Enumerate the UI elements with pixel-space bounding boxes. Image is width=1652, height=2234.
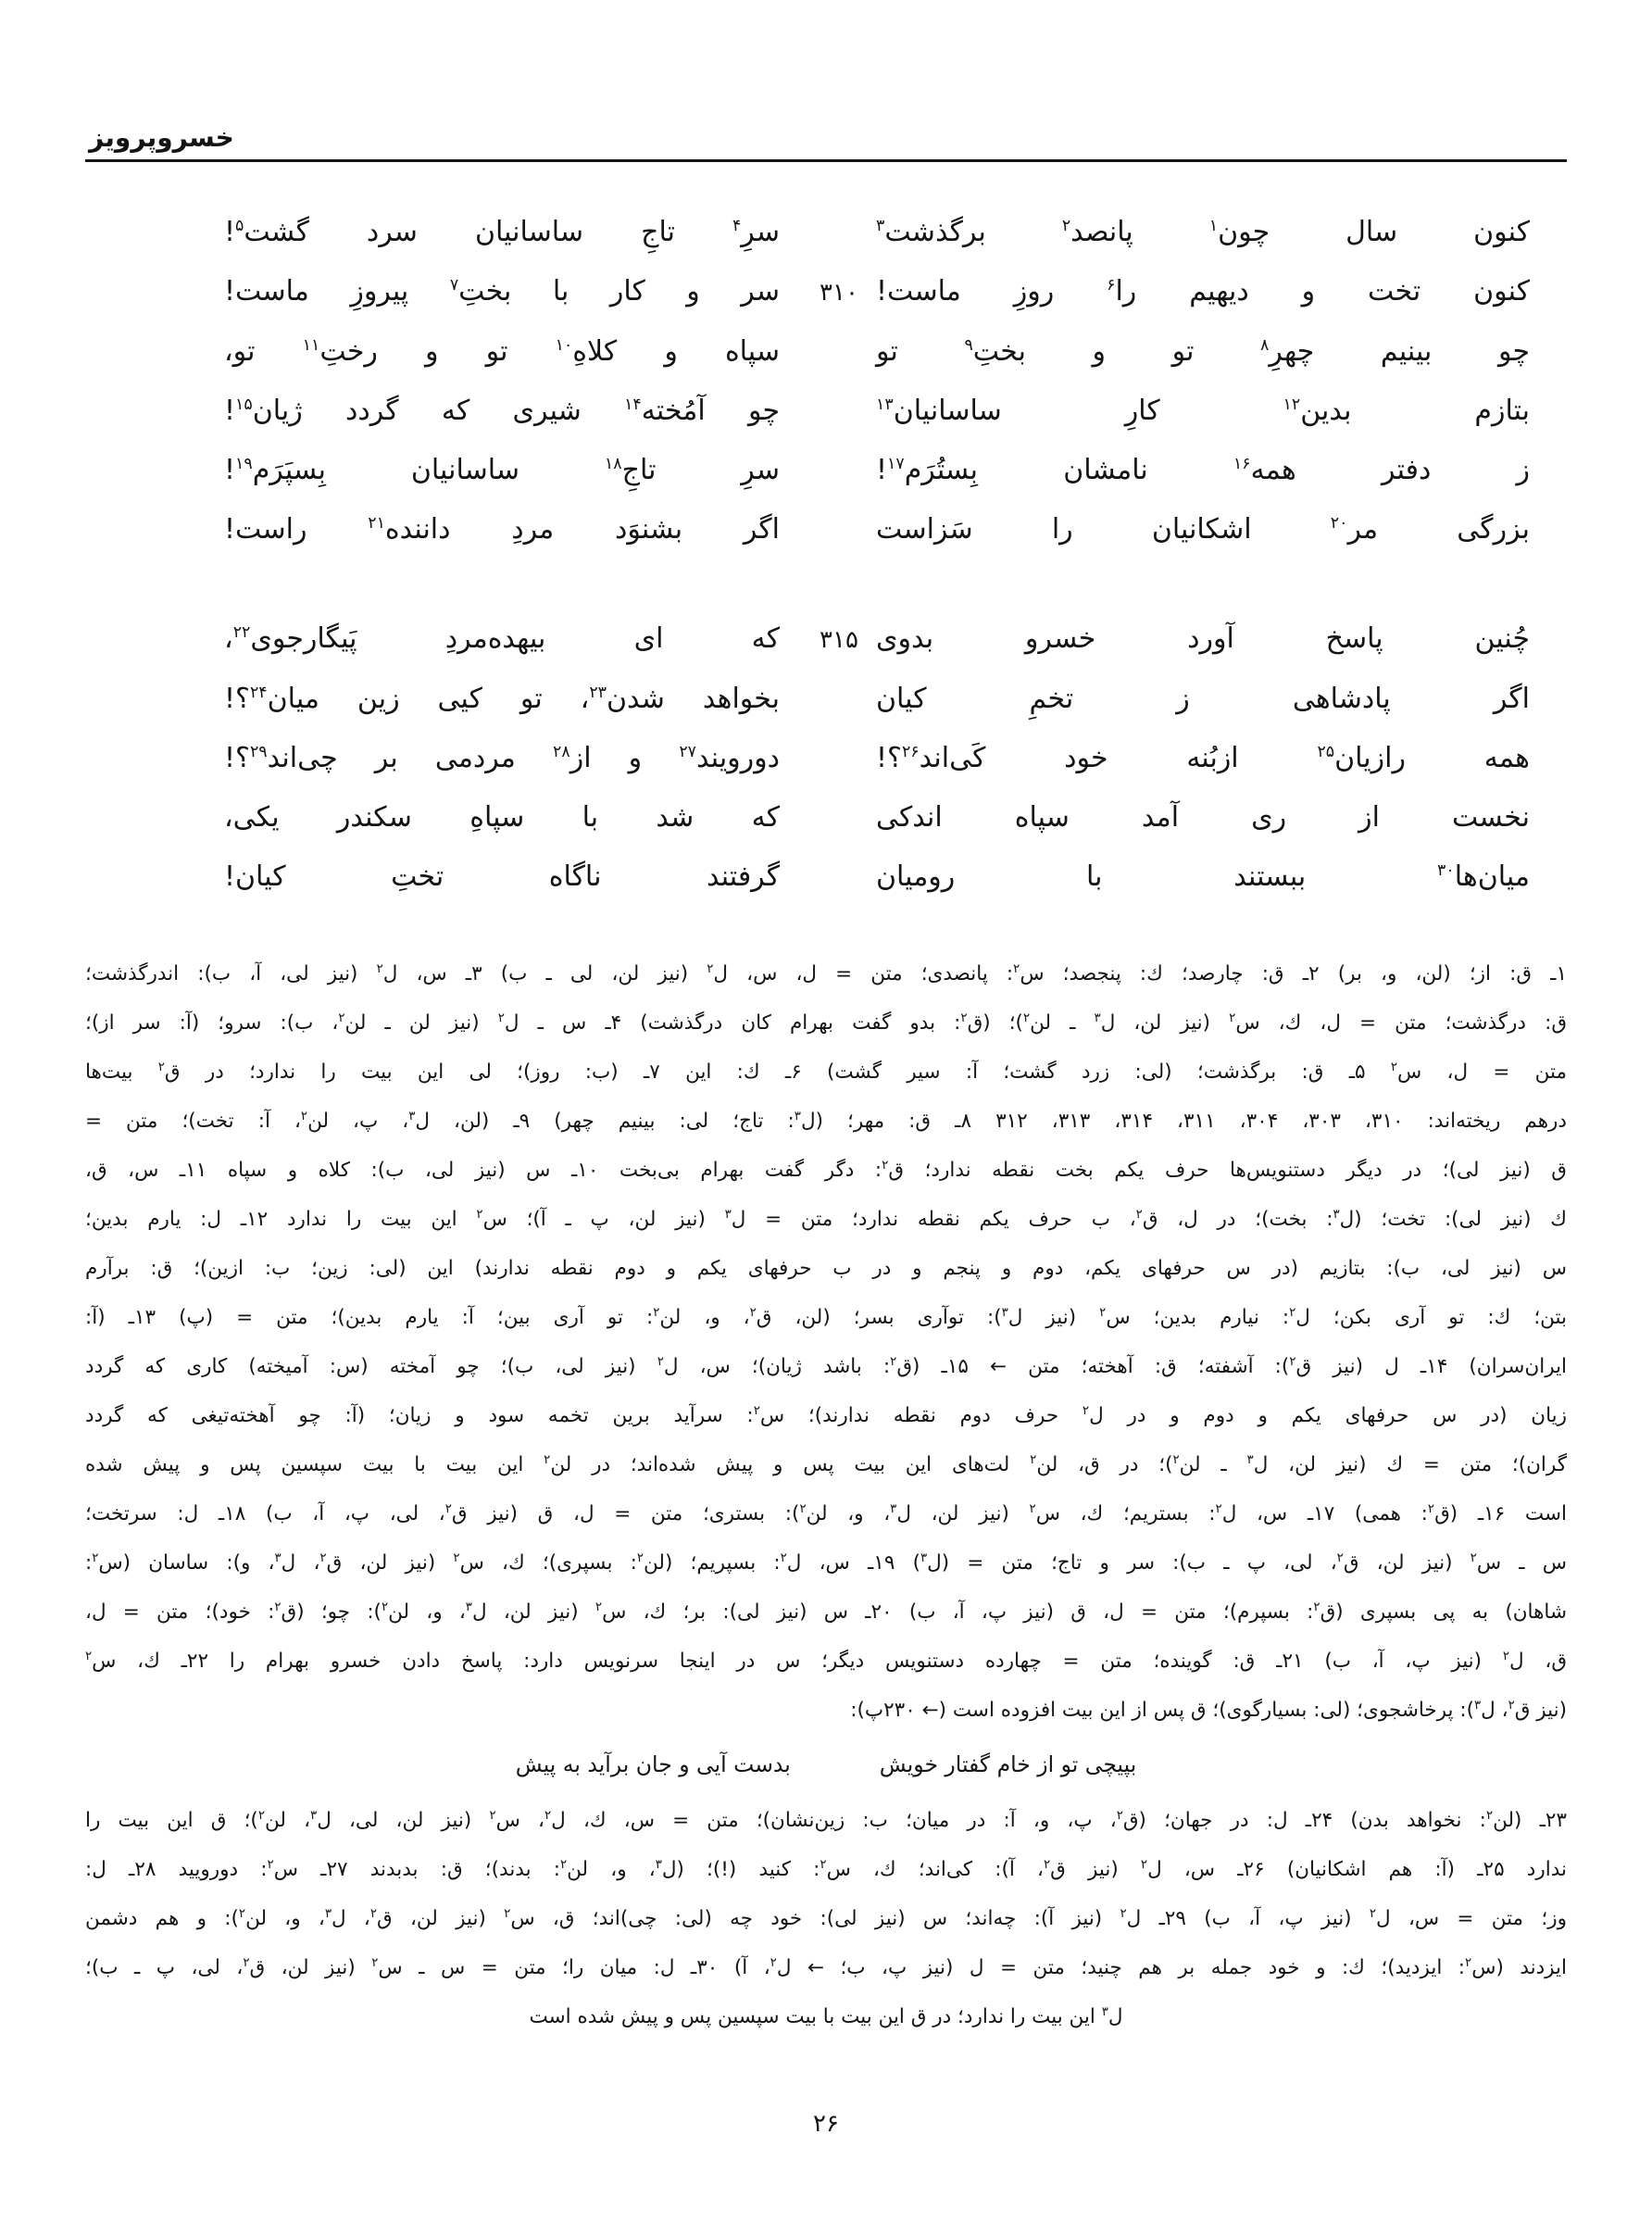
page-header [85, 0, 1567, 162]
first-hemistich: ميان‌ها$^{۳۰}$ ببستند با روميان [876, 860, 1530, 893]
first-hemistich: نخست از رى آمد سپاه اندكى [876, 801, 1530, 834]
apparatus-line: ۲۳ـ (لن$^۲$: نخواهد بدن) ۲۴ـ ل: در جهان؛ (ق$^۲$، پ، و، آ: در ميان؛ ب: زين‌نشان)؛ متن = س، ك، ل$^۲$، س$^۲$ (نيز لن، لى، ل$^۳$، لن$^۲$)؛ ق اين بيت را [85, 1808, 1567, 1832]
apparatus-line: ك (نيز لى): تخت؛ (ل$^۳$: بخت)؛ در ل، ق$^۲$، ب حرف يكم نقطه ندارد؛ متن = ل$^۳$ (نيز لن، پ ـ آ)؛ س$^۲$ اين بيت را ندارد ۱۲ـ ل: يارم بدين؛ [85, 1207, 1567, 1231]
second-hemistich: سرِ تاجِ$^{۱۸}$ ساسانيان بِسپَرَم$^{۱۹}$! [224, 454, 780, 486]
first-hemistich: بزرگى مر$^{۲۰}$ اشكانيان را سَزاست [876, 513, 1530, 546]
page-number: ۲۶ [813, 2110, 839, 2138]
apparatus-line: ل$^۳$ اين بيت را ندارد؛ در ق اين بيت با بيت سپسين پس و پيش شده است [529, 2004, 1123, 2028]
stanza-1 [85, 203, 1567, 559]
first-hemistich: كنون سال چون$^۱$ پانصد$^۲$ برگذشت$^۳$ [876, 216, 1530, 248]
couplet-row [85, 322, 1530, 382]
apparatus-line: ايران‌سران) ۱۴ـ ل (نيز ق$^۲$): آشفته؛ ق: آهخته؛ متن ← ۱۵ـ (ق$^۲$: باشد ژيان)؛ س، ل$^۲$ (نيز لى، ب)؛ چو آمخته (س: آميخته) كارى كه گردد [85, 1354, 1568, 1378]
second-hemistich: دورويند$^{۲۷}$ و از$^{۲۸}$ مردمى بر چى‌اند$^{۲۹}$؟! [224, 742, 780, 774]
apparatus-line: ندارد ۲۵ـ (آ: هم اشكانيان) ۲۶ـ س، ل$^۲$ (نيز ق$^۲$، آ): كى‌اند؛ ك، س$^۲$: كنيد (!)؛ (ل$^۳$، و، لن$^۲$: بدند)؛ ق: بدبدند ۲۷ـ س$^۲$: دوروييد ۲۸ـ ل: [85, 1857, 1568, 1881]
apparatus-line: (نيز ق$^۲$، ل$^۳$): پرخاشجوى؛ (لى: بسيارگوى)؛ ق پس از اين بيت افزوده است (← ۲۳۰پ): [850, 1698, 1567, 1722]
first-hemistich: ز دفتر همه$^{۱۶}$ نامشان بِستُرَم$^{۱۷}$! [876, 454, 1530, 486]
inserted-verse-row [85, 1740, 1567, 1788]
second-hemistich: سرِ$^۴$ تاجِ ساسانيان سرد گشت$^۵$! [224, 216, 780, 248]
first-hemistich: اگر پادشاهى ز تخمِ كيان [876, 683, 1530, 715]
critical-apparatus [85, 949, 1567, 2041]
apparatus-line: ق، ل$^۲$ (نيز پ، آ، ب) ۲۱ـ ق: گوينده؛ متن = چهارده دستنويس ديگر؛ س در اينجا سرنويس دارد: پاسخ دادن خسرو بهرام را ۲۲ـ ك، س$^۲$ [85, 1649, 1568, 1673]
couplet-row [85, 262, 1530, 322]
inserted-verse-second-hemistich: بدست آيى و جان برآيد به پيش [515, 1751, 791, 1777]
apparatus-line: زيان (در س حرفهاى يكم و دوم و در ل$^۲$ حرف دوم نقطه ندارند)؛ س$^۲$: سرآيد برين تخمه سود و زيان؛ (آ: چو آهخته‌تيغى كه گردد [85, 1403, 1568, 1427]
second-hemistich: اگر بشنوَد مردِ داننده$^{۲۱}$ راست! [224, 513, 781, 546]
second-hemistich: بخواهد شدن$^{۲۳}$، تو كيى زين ميان$^{۲۴}$؟! [224, 683, 780, 715]
first-hemistich: كنون تخت و ديهيم را$^۶$ روزِ ماست! [876, 275, 1531, 307]
second-hemistich: سپاه و كلاهِ$^{۱۰}$ تو و رختِ$^{۱۱}$ تو، [224, 335, 780, 368]
verse-number: ۳۱۰ [820, 279, 858, 307]
first-hemistich: چُنين پاسخ آورد خسرو بدوى [876, 622, 1530, 655]
couplet-row [85, 441, 1530, 500]
second-hemistich: گرفتند ناگاه تختِ كيان! [224, 860, 780, 893]
first-hemistich: چو بينيم چهرِ$^۸$ تو و بختِ$^۹$ تو [876, 335, 1530, 368]
apparatus-line: گران)؛ متن = ك (نيز لن، ل$^۳$ ـ لن$^۲$)؛ در ق، لن$^۲$ لت‌هاى اين بيت پس و پيش شده‌اند؛ در لن$^۲$ اين بيت با بيت سپسين پس و پيش شده [85, 1452, 1567, 1476]
first-hemistich: بتازم بدين$^{۱۲}$ كارِ ساسانيان$^{۱۳}$ [876, 395, 1530, 427]
couplet-row [85, 670, 1530, 729]
apparatus-line: ۱ـ ق: از؛ (لن، و، بر) ۲ـ ق: چارصد؛ ك: پنجصد؛ س$^۲$: پانصدى؛ متن = ل، س، ل$^۲$ (نيز لن، لى ـ ب) ۳ـ س، ل$^۲$ (نيز لى، آ، ب): اندرگذشت؛ [85, 961, 1568, 985]
couplet-row [85, 788, 1530, 847]
apparatus-line: ق (نيز لى)؛ در ديگر دستنويس‌ها حرف يكم بخت نقطه ندارد؛ ق$^۲$: دگر گفت بهرام بى‌بخت ۱۰ـ س (نيز لى، ب): كلاه و سپاه ۱۱ـ س، ق، [85, 1158, 1567, 1182]
apparatus-line: است ۱۶ـ (ق$^۲$: همى) ۱۷ـ س، ل$^۲$: بستريم؛ ك، س$^۲$ (نيز لن، ل$^۳$، و، لن$^۲$): بسترى؛ متن = ل، ق (نيز ق$^۲$، لى، پ، آ، ب) ۱۸ـ ل: سرتخت؛ [85, 1501, 1568, 1525]
first-hemistich: همه رازيان$^{۲۵}$ ازبُنه خود كَى‌اند$^{۲۶}$؟! [876, 742, 1530, 774]
couplet-row [85, 500, 1530, 559]
apparatus-line: متن = ل، س$^۲$ ۵ـ ق: برگذشت؛ (لى: زرد گشت؛ آ: سير گشت) ۶ـ ك: اين ۷ـ (ب: روز)؛ لى اين بيت را ندارد؛ در ق$^۲$ بيت‌ها [85, 1060, 1567, 1084]
apparatus-line: س (نيز لى، ب): بتازيم (در س حرفهاى يكم، دوم و پنجم و در ب حرفهاى يكم و دوم نقطه ندارند) اين (لى: زين؛ ب: ازين)؛ ق: برآرم [85, 1257, 1567, 1280]
couplet-row [85, 382, 1530, 441]
second-hemistich: كه اى بيهده‌مردِ پَيگارجوى$^{۲۲}$، [224, 622, 780, 655]
second-hemistich: كه شد با سپاهِ سكندر يكى، [224, 801, 780, 834]
couplet-row [85, 847, 1530, 907]
inserted-verse-first-hemistich: بپيچى تو از خام گفتار خويش [879, 1751, 1137, 1777]
apparatus-line: درهم ريخته‌اند: ۳۱۰، ۳۰۳، ۳۰۴، ۳۱۱، ۳۱۴، ۳۱۳، ۳۱۲ ۸ـ ق: مهر؛ (ل$^۳$: تاج؛ لى: بينيم چهر) ۹ـ (لن، ل$^۳$، پ، لن$^۲$، آ: تخت)؛ متن = [85, 1109, 1567, 1133]
couplet-row [85, 729, 1530, 788]
header-rule [85, 159, 1567, 162]
page-header-title: خسروپرویز [89, 122, 234, 153]
second-hemistich: چو آمُخته$^{۱۴}$ شيرى كه گردد ژيان$^{۱۵}$! [224, 395, 780, 427]
second-hemistich: سر و كار با بختِ$^۷$ پيروزِ ماست! [224, 275, 780, 307]
verse-number: ۳۱۵ [820, 626, 858, 654]
stanza-2 [85, 609, 1567, 907]
couplet-row [85, 203, 1530, 262]
apparatus-line: س ـ س$^۲$ (نيز لن، ق$^۲$، لى، پ ـ ب): سر و تاج؛ متن = (ل$^۳$) ۱۹ـ س، ل$^۲$: بسپريم؛ (لن$^۲$: بسپرى)؛ ك، س$^۲$ (نيز لن، ق$^۲$، ل$^۳$، و): ساسان (س$^۲$: [85, 1550, 1568, 1575]
poem-section [85, 203, 1567, 907]
apparatus-line: شاهان) به پى بسپرى (ق$^۲$: بسپرم)؛ متن = ل، ق (نيز پ، آ، ب) ۲۰ـ س (نيز لى): بر؛ ك، س$^۲$ (نيز لن، ل$^۳$، و، لن$^۲$): چو؛ (ق$^۲$: خود)؛ متن = ل، [85, 1600, 1567, 1624]
apparatus-line: وز؛ متن = س، ل$^۲$ (نيز پ، آ، ب) ۲۹ـ ل$^۲$ (نيز آ): چه‌اند؛ س (نيز لى): خود چه (لى: چى)اند؛ ق، س$^۲$ (نيز لن، ق$^۲$، ل$^۳$، و، لن$^۲$): و هم دشمن [85, 1906, 1567, 1930]
couplet-row [85, 609, 1530, 670]
apparatus-line: ق: درگذشت؛ متن = ل، ك، س$^۲$ (نيز لن، ل$^۳$ ـ لن$^۲$)؛ (ق$^۲$: بدو گفت بهرام كان درگذشت) ۴ـ س ـ ل$^۲$ (نيز لن ـ لن$^۲$، ب): سرو؛ (آ: سر از)؛ [85, 1010, 1568, 1035]
apparatus-line: ايزدند (س$^۲$: ايزديد)؛ ك: و خود جمله بر هم چنيد؛ متن = ل (نيز پ، ب؛ ← ل$^۲$، آ) ۳۰ـ ل: ميان را؛ متن = س ـ س$^۲$ (نيز لن، ق$^۲$، لى، پ ـ ب)؛ [85, 1955, 1567, 1979]
page-footer [85, 2110, 1567, 2138]
apparatus-line: بتن؛ ك: تو آرى بكن؛ ل$^۲$: نيارم بدين؛ س$^۲$ (نيز ل$^۳$): توآرى بسر؛ (لن، ق$^۲$، و، لن$^۲$: تو آرى بين؛ آ: يارم بدين)؛ متن = (پ) ۱۳ـ (آ: [85, 1305, 1567, 1329]
